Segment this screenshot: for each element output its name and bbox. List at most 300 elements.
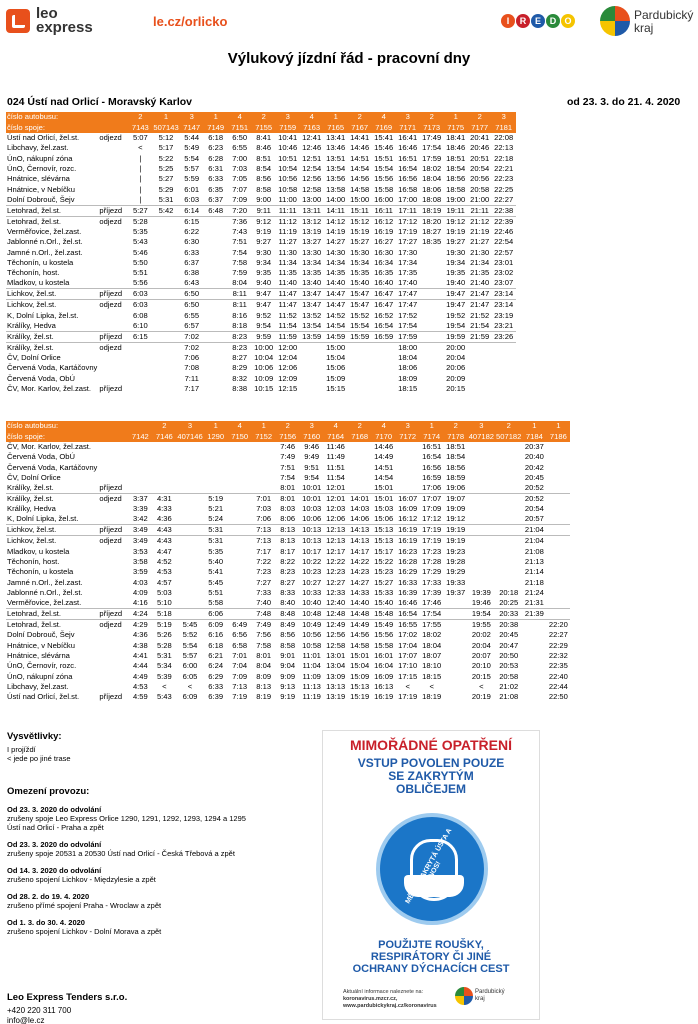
table-row bbox=[6, 195, 516, 206]
time-cell: 15:19 bbox=[350, 226, 370, 236]
time-cell bbox=[204, 300, 228, 311]
header-cell: 7178 bbox=[444, 431, 468, 441]
time-cell bbox=[348, 363, 372, 373]
time-cell: 19:11 bbox=[444, 205, 468, 216]
time-cell: 6:43 bbox=[184, 278, 200, 288]
time-cell: 8:38 bbox=[232, 384, 248, 394]
time-cell: 15:48 bbox=[372, 609, 396, 620]
time-cell: 16:28 bbox=[398, 556, 418, 566]
stop-name: ČV, Mor. Karlov, žel.zast. bbox=[7, 384, 91, 394]
arrival-departure: odjezd bbox=[98, 300, 128, 311]
time-cell: 11:34 bbox=[278, 257, 297, 267]
time-cell: 10:58 bbox=[278, 184, 298, 194]
time-cell: 16:54 bbox=[422, 452, 442, 462]
time-cell: 22:20 bbox=[546, 620, 570, 631]
time-cell: 15:09 bbox=[326, 373, 346, 383]
time-cell: 5:07 bbox=[132, 132, 148, 142]
header-cell: 1 bbox=[324, 112, 348, 122]
time-cell bbox=[396, 462, 420, 472]
time-cell: 7:06 bbox=[256, 514, 272, 524]
time-cell: 6:03 bbox=[184, 194, 200, 204]
time-cell: 15:30 bbox=[350, 247, 370, 257]
time-cell: 18:35 bbox=[422, 237, 442, 247]
header-cell: 7177 bbox=[468, 122, 492, 132]
stop-name: Letohrad, žel.st. bbox=[6, 205, 98, 216]
time-cell bbox=[522, 672, 546, 682]
stop-name: K, Dolní Lipka, žel.st. bbox=[7, 310, 79, 320]
timetable-return bbox=[6, 421, 570, 703]
table-row bbox=[6, 483, 570, 494]
stop-name: Jamné n.Orl., žel.zast. bbox=[7, 247, 83, 257]
time-cell: 9:46 bbox=[304, 441, 320, 451]
table-row bbox=[6, 473, 570, 483]
time-cell: 10:04 bbox=[254, 352, 274, 362]
table-row bbox=[6, 258, 516, 268]
time-cell: 14:47 bbox=[324, 300, 348, 311]
time-cell: 6:08 bbox=[132, 310, 148, 320]
time-cell bbox=[492, 374, 516, 384]
time-cell: 15:40 bbox=[350, 278, 370, 288]
time-cell bbox=[128, 374, 152, 384]
time-cell: 7:51 bbox=[280, 462, 296, 472]
time-cell: 9:35 bbox=[256, 268, 272, 278]
time-cell bbox=[176, 588, 203, 598]
time-cell bbox=[546, 473, 570, 483]
time-cell bbox=[228, 452, 252, 462]
time-cell: 17:15 bbox=[398, 671, 418, 681]
time-cell: 13:40 bbox=[302, 278, 322, 288]
time-cell: 14:49 bbox=[348, 620, 372, 631]
header-cell: 2 bbox=[152, 421, 176, 431]
time-cell: 8:48 bbox=[276, 609, 300, 620]
arrival-departure: odjezd bbox=[98, 536, 128, 547]
company-contact: Leo Express Tenders s.r.o. +420 220 311 700 info@le.cz bbox=[7, 992, 128, 1024]
time-cell bbox=[128, 442, 152, 452]
stop-name: K, Dolní Lipka, žel.st. bbox=[7, 514, 79, 524]
table-row bbox=[6, 577, 570, 587]
time-cell: 16:19 bbox=[374, 226, 394, 236]
arrival-departure: odjezd bbox=[98, 620, 128, 631]
header-cell: 4 bbox=[372, 421, 396, 431]
time-cell: 10:01 bbox=[300, 494, 324, 505]
time-cell: 6:18 bbox=[208, 640, 224, 650]
stop-name: ČV, Dolní Orlice bbox=[7, 472, 61, 482]
time-cell: 7:13 bbox=[252, 525, 276, 536]
time-cell: 10:48 bbox=[300, 609, 324, 620]
time-cell: 10:06 bbox=[254, 363, 274, 373]
time-cell: 20:42 bbox=[524, 462, 544, 472]
time-cell: 19:19 bbox=[444, 536, 468, 547]
time-cell bbox=[522, 651, 546, 661]
time-cell bbox=[204, 268, 228, 278]
time-cell bbox=[228, 577, 252, 587]
time-cell bbox=[204, 289, 228, 300]
time-cell: 9:11 bbox=[252, 205, 276, 216]
time-cell: 19:40 bbox=[446, 278, 466, 288]
time-cell: 17:07 bbox=[420, 494, 444, 505]
table-row bbox=[6, 216, 516, 227]
legend bbox=[7, 731, 71, 763]
time-cell: 20:19 bbox=[471, 692, 491, 702]
time-cell: 20:09 bbox=[446, 373, 466, 383]
time-cell bbox=[396, 473, 420, 483]
time-cell: 8:09 bbox=[256, 671, 272, 681]
time-cell: 16:19 bbox=[396, 525, 420, 536]
header-cell: 3 bbox=[276, 112, 300, 122]
time-cell: 6:06 bbox=[204, 609, 228, 620]
header-cell: 4 bbox=[324, 421, 348, 431]
time-cell: 20:15 bbox=[471, 671, 491, 681]
time-cell: 5:12 bbox=[158, 132, 174, 142]
time-cell: 4:38 bbox=[132, 640, 148, 650]
time-cell: 20:04 bbox=[446, 352, 466, 362]
time-cell: 16:51 bbox=[398, 153, 418, 163]
stop-name: Libchavy, žel.zast. bbox=[7, 143, 69, 153]
time-cell: 15:13 bbox=[372, 525, 396, 536]
bus-number-row bbox=[6, 112, 516, 122]
time-cell bbox=[152, 442, 176, 452]
time-cell: 14:13 bbox=[348, 525, 372, 536]
time-cell: 7:58 bbox=[232, 257, 248, 267]
time-cell: 11:54 bbox=[278, 320, 297, 330]
time-cell: 5:35 bbox=[132, 226, 148, 236]
time-cell bbox=[468, 442, 495, 452]
time-cell: 14:48 bbox=[348, 609, 372, 620]
time-cell: 8:29 bbox=[232, 363, 248, 373]
arrival-departure bbox=[98, 143, 128, 153]
time-cell: 16:04 bbox=[374, 661, 394, 671]
time-cell: 15:54 bbox=[350, 320, 370, 330]
time-cell bbox=[420, 374, 444, 384]
time-cell: 23:19 bbox=[494, 310, 514, 320]
time-cell: 5:52 bbox=[182, 630, 198, 640]
time-cell: 12:03 bbox=[326, 504, 346, 514]
time-cell: 14:40 bbox=[326, 278, 346, 288]
time-cell bbox=[468, 494, 495, 505]
time-cell bbox=[204, 384, 228, 394]
time-cell: 21:13 bbox=[524, 556, 544, 566]
arrival-departure bbox=[98, 374, 128, 384]
time-cell bbox=[546, 609, 570, 620]
arrival-departure bbox=[98, 452, 128, 462]
time-cell bbox=[204, 331, 228, 342]
stop-name: Dolní Dobrouč, Šejv bbox=[7, 194, 75, 204]
time-cell: 23:14 bbox=[492, 300, 516, 311]
face-mask-icon: MĚJTE ZAKRYTÁ ÚSTA A NOS! bbox=[376, 813, 488, 925]
header-cell: 3 bbox=[396, 421, 420, 431]
header-cell: 7156 bbox=[276, 431, 300, 441]
time-cell: 21:52 bbox=[470, 310, 490, 320]
time-cell bbox=[495, 525, 522, 536]
time-cell bbox=[348, 342, 372, 353]
time-cell: 14:27 bbox=[326, 237, 346, 247]
time-cell: 4:41 bbox=[132, 650, 148, 660]
time-cell: 16:00 bbox=[374, 194, 394, 204]
stop-name: Lichkov, žel.st. bbox=[6, 289, 98, 300]
time-cell: 7:43 bbox=[232, 226, 248, 236]
table-row bbox=[6, 384, 516, 394]
stop-name: Ústí nad Orlicí, žel.st. bbox=[7, 132, 80, 142]
time-cell: 5:49 bbox=[184, 143, 200, 153]
time-cell bbox=[495, 546, 522, 556]
time-cell: 10:27 bbox=[302, 577, 322, 587]
table-row bbox=[6, 504, 570, 514]
arrival-departure bbox=[98, 195, 128, 206]
time-cell: 17:49 bbox=[422, 132, 442, 142]
time-cell: 19:19 bbox=[446, 226, 466, 236]
time-cell: 8:58 bbox=[280, 640, 296, 650]
header-cell: 3 bbox=[176, 421, 203, 431]
time-cell: 6:50 bbox=[180, 300, 204, 311]
time-cell: 11:40 bbox=[278, 278, 297, 288]
time-cell: 17:59 bbox=[422, 153, 442, 163]
stop-name: Králíky, Hedva bbox=[7, 320, 56, 330]
time-cell: 6:58 bbox=[232, 640, 248, 650]
time-cell bbox=[128, 342, 152, 353]
time-cell: 22:54 bbox=[494, 237, 514, 247]
time-cell bbox=[204, 442, 228, 452]
time-cell: 13:41 bbox=[326, 132, 346, 142]
time-cell: 12:48 bbox=[324, 609, 348, 620]
time-cell bbox=[468, 577, 495, 587]
time-cell: 17:06 bbox=[422, 483, 442, 493]
time-cell: 16:56 bbox=[422, 462, 442, 472]
time-cell: 7:59 bbox=[232, 268, 248, 278]
time-cell: 8:13 bbox=[276, 536, 300, 547]
time-cell: 22:18 bbox=[494, 153, 514, 163]
table-row bbox=[6, 557, 570, 567]
time-cell bbox=[204, 452, 228, 462]
time-cell: 19:54 bbox=[446, 320, 466, 330]
arrival-departure: příjezd bbox=[98, 525, 128, 536]
time-cell: 18:56 bbox=[446, 174, 466, 184]
time-cell bbox=[128, 384, 152, 394]
time-cell: 14:17 bbox=[350, 546, 370, 556]
time-cell: 17:19 bbox=[420, 536, 444, 547]
time-cell: 15:27 bbox=[350, 237, 370, 247]
time-cell: 6:35 bbox=[208, 184, 224, 194]
time-cell bbox=[204, 247, 228, 257]
time-cell: 5:29 bbox=[158, 184, 174, 194]
time-cell: 19:33 bbox=[446, 577, 466, 587]
time-cell bbox=[128, 462, 152, 472]
time-cell: 9:51 bbox=[304, 462, 320, 472]
header-cell: 1 bbox=[420, 421, 444, 431]
time-cell: 13:13 bbox=[326, 682, 346, 692]
email-link[interactable]: info@le.cz bbox=[7, 1016, 45, 1024]
time-cell: 11:59 bbox=[276, 331, 300, 342]
header-cell: 2 bbox=[276, 421, 300, 431]
time-cell: 20:38 bbox=[495, 620, 522, 631]
stop-name: Ústí nad Orlicí, žel.st. bbox=[7, 692, 80, 702]
time-cell: 20:41 bbox=[470, 132, 490, 142]
header-cell: 7186 bbox=[546, 431, 570, 441]
time-cell: 10:23 bbox=[302, 567, 322, 577]
time-cell: 7:09 bbox=[232, 671, 248, 681]
time-cell: 22:57 bbox=[494, 247, 514, 257]
time-cell: 11:00 bbox=[278, 194, 297, 204]
time-cell: 7:36 bbox=[228, 216, 252, 227]
time-cell: 17:12 bbox=[422, 514, 442, 524]
time-cell: 17:34 bbox=[398, 257, 418, 267]
time-cell bbox=[152, 331, 179, 342]
arrival-departure: příjezd bbox=[98, 331, 128, 342]
time-cell bbox=[176, 483, 203, 494]
time-cell: 11:09 bbox=[302, 671, 321, 681]
time-cell: 8:06 bbox=[280, 514, 296, 524]
time-cell: 18:46 bbox=[446, 143, 466, 153]
time-cell: 14:58 bbox=[350, 184, 370, 194]
time-cell: 17:28 bbox=[422, 556, 442, 566]
time-cell: 20:52 bbox=[524, 483, 544, 493]
time-cell: 4:57 bbox=[156, 577, 172, 587]
time-cell bbox=[546, 577, 570, 587]
time-cell bbox=[152, 363, 179, 373]
time-cell bbox=[228, 588, 252, 598]
time-cell bbox=[492, 353, 516, 363]
time-cell bbox=[204, 483, 228, 494]
time-cell bbox=[176, 494, 203, 505]
time-cell: 5:57 bbox=[184, 163, 200, 173]
time-cell bbox=[420, 258, 444, 268]
time-cell bbox=[228, 536, 252, 547]
time-cell bbox=[495, 483, 522, 494]
time-cell: 15:56 bbox=[374, 630, 394, 640]
time-cell bbox=[522, 661, 546, 671]
time-cell: 15:34 bbox=[350, 257, 370, 267]
time-cell: 8:03 bbox=[280, 504, 296, 514]
time-cell: 4:03 bbox=[132, 577, 148, 587]
stop-name: ÚnO, nákupní zóna bbox=[7, 671, 73, 681]
arrival-departure bbox=[98, 184, 128, 194]
time-cell bbox=[300, 374, 324, 384]
time-cell: 18:51 bbox=[446, 153, 466, 163]
time-cell: 19:54 bbox=[468, 609, 495, 620]
table-row bbox=[6, 598, 570, 609]
time-cell: 19:55 bbox=[468, 620, 495, 631]
time-cell bbox=[348, 374, 372, 384]
table-row bbox=[6, 268, 516, 278]
time-cell: 6:05 bbox=[182, 671, 198, 681]
time-cell bbox=[228, 483, 252, 494]
time-cell: 22:38 bbox=[492, 205, 516, 216]
time-cell: 19:47 bbox=[444, 289, 468, 300]
header-cell: 4 bbox=[228, 112, 252, 122]
time-cell bbox=[152, 258, 179, 268]
time-cell: 6:16 bbox=[208, 630, 224, 640]
time-cell: 17:02 bbox=[398, 630, 418, 640]
time-cell bbox=[348, 473, 372, 483]
time-cell: 10:56 bbox=[302, 630, 322, 640]
time-cell: 5:31 bbox=[156, 650, 172, 660]
time-cell: 8:23 bbox=[280, 567, 296, 577]
time-cell: 14:03 bbox=[350, 504, 370, 514]
stop-name: Hnátnice, v Nebíčku bbox=[7, 184, 75, 194]
service-restrictions bbox=[7, 786, 246, 944]
table-row bbox=[6, 514, 570, 525]
time-cell: 14:35 bbox=[326, 268, 346, 278]
poster-title: MIMOŘÁDNÉ OPATŘENÍ bbox=[349, 737, 513, 753]
table-row bbox=[6, 374, 516, 384]
time-cell: 14:33 bbox=[350, 587, 370, 597]
time-cell: 18:02 bbox=[422, 163, 442, 173]
time-cell: 8:04 bbox=[232, 278, 248, 288]
arrival-departure bbox=[98, 651, 128, 661]
time-cell: 20:52 bbox=[522, 494, 546, 505]
time-cell bbox=[546, 546, 570, 556]
time-cell: 21:30 bbox=[470, 247, 490, 257]
leo-express-logo[interactable]: leo express bbox=[6, 4, 93, 38]
time-cell: 17:23 bbox=[422, 546, 442, 556]
table-row bbox=[6, 494, 570, 505]
time-cell: 21:08 bbox=[499, 692, 519, 702]
time-cell bbox=[468, 536, 495, 547]
time-cell bbox=[204, 462, 228, 472]
stop-name: Verměřovice, žel.zast. bbox=[7, 226, 82, 236]
header-cell: 407146 bbox=[177, 431, 203, 441]
time-cell: 6:38 bbox=[184, 268, 200, 278]
time-cell: 3:59 bbox=[132, 567, 148, 577]
time-cell: 20:50 bbox=[499, 650, 519, 660]
time-cell: 13:04 bbox=[326, 661, 346, 671]
arrival-departure bbox=[98, 278, 128, 289]
time-cell: 19:28 bbox=[446, 556, 466, 566]
time-cell: 12:09 bbox=[278, 373, 298, 383]
orlicko-link[interactable]: le.cz/orlicko bbox=[153, 14, 228, 29]
header-cell: 7170 bbox=[372, 431, 396, 441]
time-cell bbox=[468, 525, 495, 536]
time-cell: 18:09 bbox=[398, 373, 418, 383]
time-cell bbox=[348, 353, 372, 363]
time-cell: 15:06 bbox=[326, 363, 346, 373]
time-cell bbox=[420, 310, 444, 320]
time-cell: 12:01 bbox=[324, 494, 348, 505]
time-cell bbox=[152, 237, 179, 247]
time-cell bbox=[300, 353, 324, 363]
time-cell: 22:08 bbox=[494, 132, 514, 142]
time-cell: 11:13 bbox=[302, 682, 321, 692]
time-cell bbox=[204, 321, 228, 332]
time-cell: 7:13 bbox=[252, 536, 276, 547]
header-cell: 1 bbox=[152, 112, 179, 122]
poster-footer: Aktuální informace naleznete na: koronavirus.mzcr.cz, www.pardubickykraj.cz/koronavirus bbox=[343, 989, 437, 1009]
time-cell: 10:56 bbox=[278, 174, 298, 184]
time-cell: 14:00 bbox=[326, 194, 346, 204]
time-cell: 21:39 bbox=[522, 609, 546, 620]
time-cell: 10:13 bbox=[300, 525, 324, 536]
time-cell: 14:23 bbox=[350, 567, 370, 577]
time-cell: 12:01 bbox=[326, 483, 346, 493]
page-title: Výlukový jízdní řád - pracovní dny bbox=[227, 50, 471, 67]
time-cell bbox=[372, 342, 396, 353]
stop-name: Lichkov, žel.st. bbox=[6, 536, 98, 547]
time-cell: 5:56 bbox=[132, 278, 148, 288]
time-cell: 12:56 bbox=[302, 174, 322, 184]
time-cell: 6:10 bbox=[132, 320, 148, 330]
time-cell bbox=[152, 300, 179, 311]
header-cell: 7152 bbox=[252, 431, 276, 441]
time-cell: 12:49 bbox=[324, 620, 348, 631]
header-cell: 7167 bbox=[348, 122, 372, 132]
stop-name: Červená Voda, Kartáčovny bbox=[7, 363, 98, 373]
time-cell bbox=[176, 473, 203, 483]
stop-name: Těchonín, u kostela bbox=[7, 567, 74, 577]
time-cell: 9:59 bbox=[252, 331, 276, 342]
time-cell bbox=[420, 321, 444, 332]
restriction-item: Od 1. 3. do 30. 4. 2020 zrušeno spojení Lichkov - Dolní Morava a zpět bbox=[7, 918, 162, 936]
time-cell: 7:48 bbox=[252, 609, 276, 620]
time-cell bbox=[176, 536, 203, 547]
